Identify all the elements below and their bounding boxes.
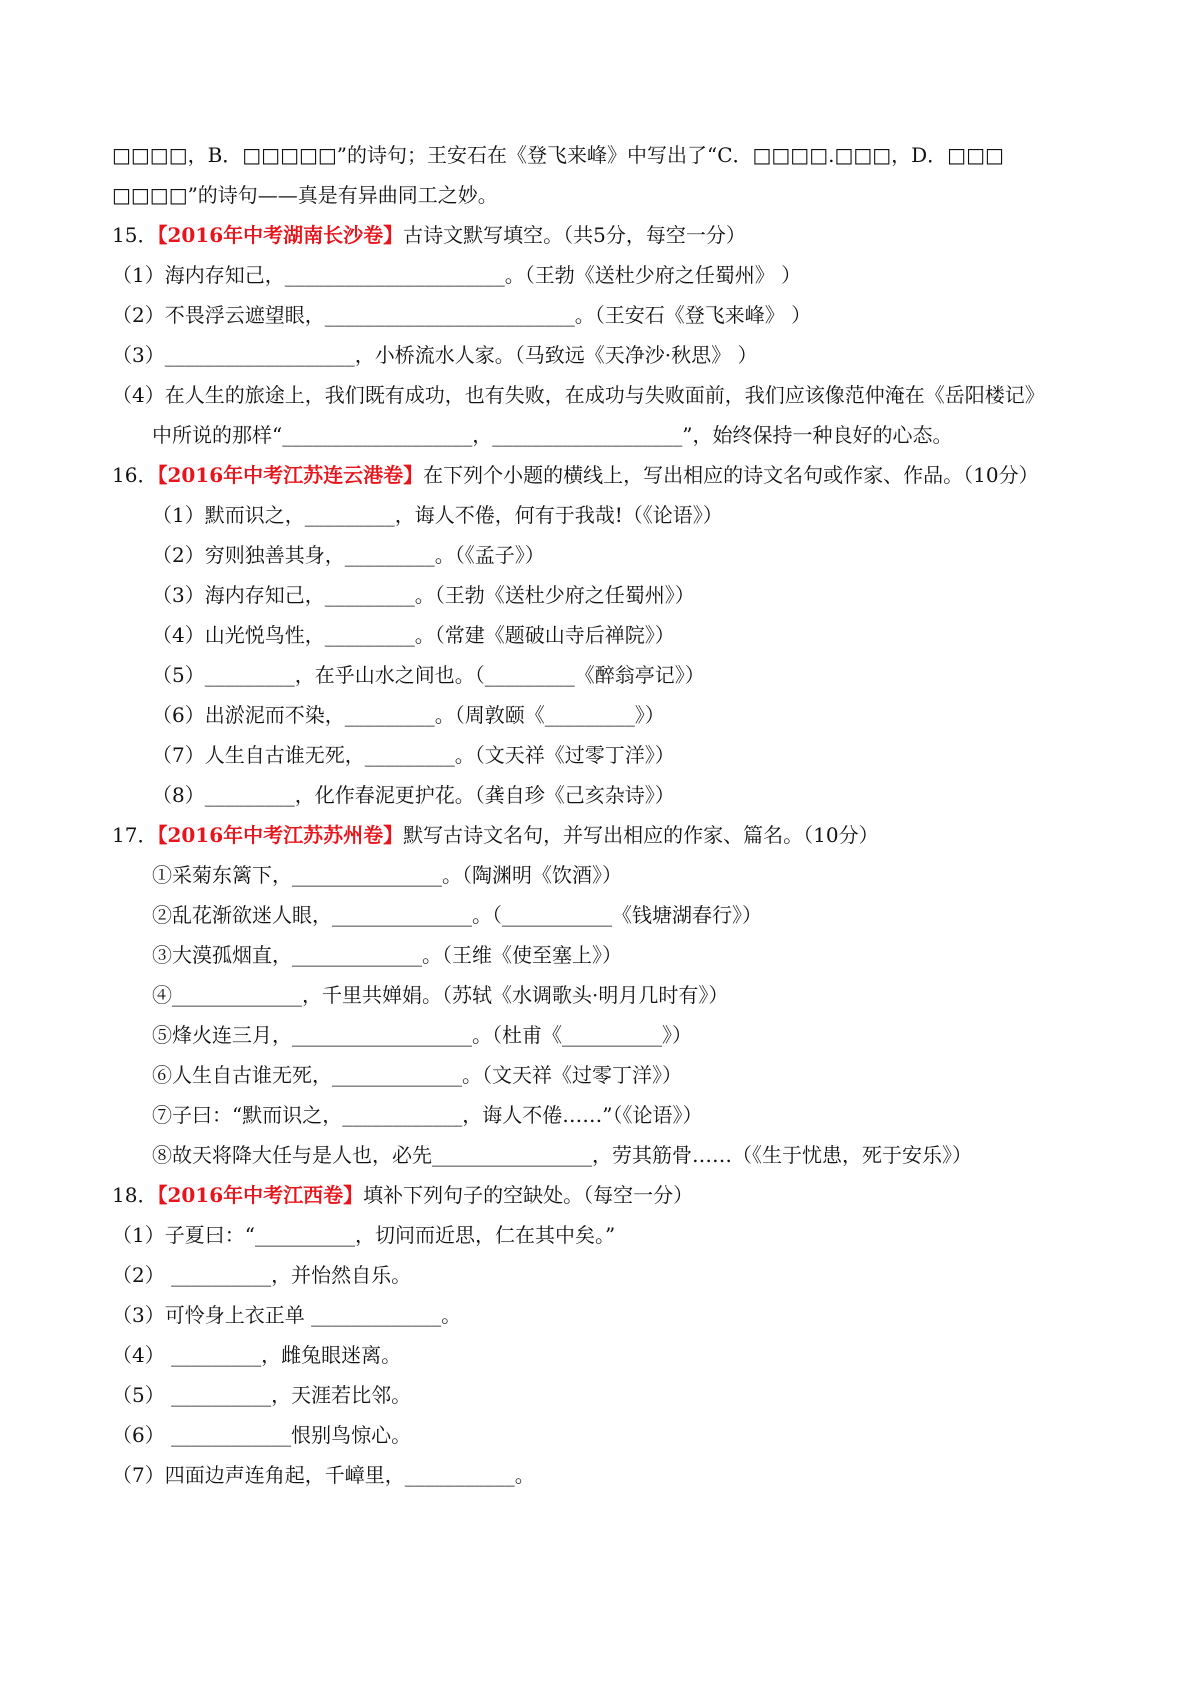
question-source: 【2016年中考湖南长沙卷】 (157, 223, 404, 247)
q18-item-4: （4） _________，雌兔眼迷离。 (112, 1343, 402, 1367)
q16-item-1: （1）默而识之，_________，诲人不倦，何有于我哉!（《论语》） (152, 503, 723, 527)
question-number: 18． (112, 1183, 158, 1207)
q15-item-2: （2）不畏浮云遮望眼，_________________________。（王安石《登飞来峰》 ） (112, 303, 812, 327)
q15-item-1: （1）海内存知己，______________________。（王勃《送杜少府之任蜀州》 ） (112, 263, 802, 287)
q18-item-5: （5） __________，天涯若比邻。 (112, 1383, 412, 1407)
q17-item-1: ①采菊东篱下，_______________。（陶渊明《饮酒》） (152, 863, 622, 887)
question-17-heading (112, 820, 879, 850)
q17-item-7: ⑦子曰：“默而识之，____________，诲人不倦……”（《论语》） (152, 1103, 703, 1127)
q15-item-4-cont: 中所说的那样“___________________，___________________”，始终保持一种良好的心态。 (152, 423, 953, 447)
q18-item-7: （7）四面边声连角起，千嶂里，___________。 (112, 1463, 535, 1487)
q16-item-4: （4）山光悦鸟性，_________。（常建《题破山寺后禅院》） (152, 623, 675, 647)
question-18-heading (112, 1180, 693, 1210)
q16-item-7: （7）人生自古谁无死，_________。（文天祥《过零丁洋》） (152, 743, 675, 767)
question-instruction: 填补下列句子的空缺处。（每空一分） (363, 1183, 694, 1207)
q15-item-4: （4）在人生的旅途上，我们既有成功，也有失败，在成功与失败面前，我们应该像范仲淹在《岳阳楼记》 (112, 383, 1045, 407)
q16-item-5: （5）_________，在乎山水之间也。（_________《醉翁亭记》） (152, 663, 705, 687)
question-number: 16． (112, 463, 158, 487)
q18-item-3: （3）可怜身上衣正单 _____________。 (112, 1303, 462, 1327)
q17-item-4: ④_____________，千里共婵娟。（苏轼《水调歌头·明月几时有》） (152, 983, 729, 1007)
q17-item-6: ⑥人生自古谁无死，_____________。（文天祥《过零丁洋》） (152, 1063, 682, 1087)
question-16-heading (112, 460, 1039, 490)
q16-item-6: （6）出淤泥而不染，_________。（周敦颐《_________》） (152, 703, 665, 727)
q17-item-2: ②乱花渐欲迷人眼，______________。（___________《钱塘湖春行》） (152, 903, 762, 927)
question-source: 【2016年中考江苏苏州卷】 (157, 823, 404, 847)
q17-item-8: ⑧故天将降大任与是人也，必先________________，劳其筋骨……（《生于忧患，死于安乐》） (152, 1143, 972, 1167)
q17-item-3: ③大漠孤烟直，_____________。（王维《使至塞上》） (152, 943, 622, 967)
q16-item-2: （2）穷则独善其身，_________。（《孟子》） (152, 543, 545, 567)
question-instruction: 在下列个小题的横线上，写出相应的诗文名句或作家、作品。（10分） (423, 463, 1039, 487)
question-source: 【2016年中考江西卷】 (157, 1183, 364, 1207)
q17-item-5: ⑤烽火连三月，__________________。（杜甫《__________》） (152, 1023, 692, 1047)
question-15-heading (112, 220, 746, 250)
intro-line-1: □□□□，B．□□□□□”的诗句；王安石在《登飞来峰》中写出了“C．□□□□.□□□，D．□□□ (112, 143, 1004, 167)
question-instruction: 古诗文默写填空。（共5分，每空一分） (403, 223, 746, 247)
q18-item-6: （6） ____________恨别鸟惊心。 (112, 1423, 412, 1447)
question-number: 17． (112, 823, 158, 847)
question-instruction: 默写古诗文名句，并写出相应的作家、篇名。（10分） (403, 823, 879, 847)
q15-item-3: （3）___________________，小桥流水人家。（马致远《天净沙·秋思》 ） (112, 343, 758, 367)
question-number: 15． (112, 223, 158, 247)
q16-item-3: （3）海内存知己，_________。（王勃《送杜少府之任蜀州》） (152, 583, 695, 607)
question-source: 【2016年中考江苏连云港卷】 (157, 463, 424, 487)
q16-item-8: （8）_________，化作春泥更护花。（龚自珍《己亥杂诗》） (152, 783, 675, 807)
q18-item-1: （1）子夏曰：“__________，切问而近思，仁在其中矣。” (112, 1223, 616, 1247)
intro-line-2: □□□□”的诗句——真是有异曲同工之妙。 (112, 183, 498, 207)
q18-item-2: （2） __________，并怡然自乐。 (112, 1263, 412, 1287)
